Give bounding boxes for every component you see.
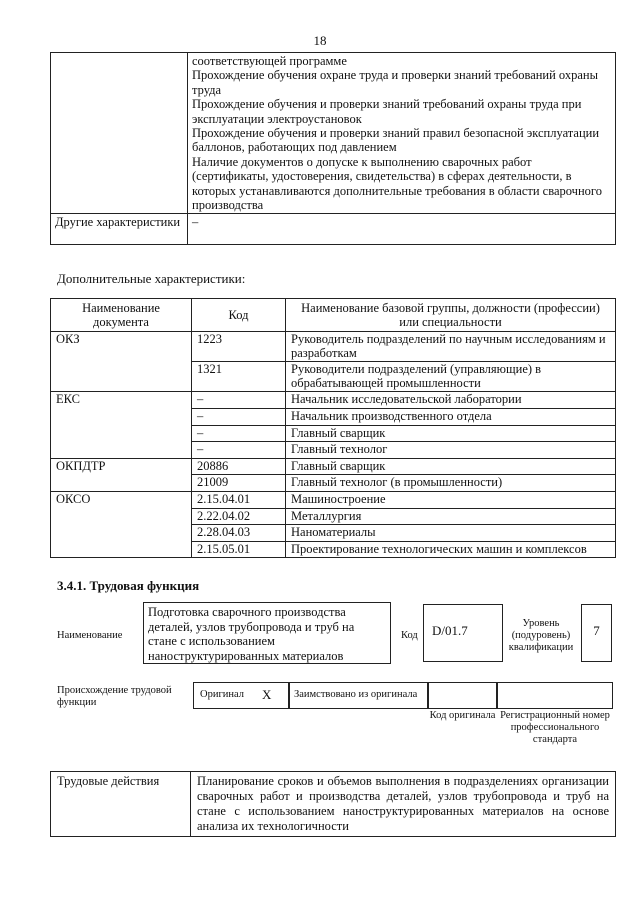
labor-actions-label: Трудовые действия xyxy=(51,772,191,837)
doc-okpdtr: ОКПДТР xyxy=(51,458,192,491)
level-box: 7 xyxy=(581,604,612,662)
function-code-box: D/01.7 xyxy=(423,604,503,662)
code-cell: – xyxy=(192,392,286,409)
code-cell: 21009 xyxy=(192,475,286,492)
code-cell: 2.15.04.01 xyxy=(192,491,286,508)
name-cell: Главный технолог (в промышленности) xyxy=(286,475,616,492)
name-cell: Машиностроение xyxy=(286,491,616,508)
doc-okso: ОКСО xyxy=(51,491,192,557)
name-cell: Проектирование технологических машин и комплексов xyxy=(286,541,616,558)
borrowed-label: Заимствовано из оригинала xyxy=(294,689,418,700)
name-cell: Руководитель подразделений по научным исследованиям и разработкам xyxy=(286,332,616,362)
page-number: 18 xyxy=(313,33,327,48)
name-cell: Главный технолог xyxy=(286,442,616,459)
level-label: Уровень (подуровень) квалификации xyxy=(508,618,574,653)
requirement-line: Прохождение обучения и проверки знаний требований охраны труда при эксплуатации электроустановок xyxy=(192,97,582,126)
section-heading: 3.4.1. Трудовая функция xyxy=(57,578,200,593)
code-cell: – xyxy=(192,442,286,459)
borrowed-box xyxy=(289,682,428,709)
requirement-line: Прохождение обучения охране труда и проверки знаний требований охраны труда xyxy=(192,68,599,97)
requirement-line: соответствующей программе xyxy=(192,54,347,68)
empty-cell xyxy=(51,53,188,214)
doc-okz: ОКЗ xyxy=(51,332,192,392)
qualification-requirements-table xyxy=(50,52,616,245)
labor-actions-text: Планирование сроков и объемов выполнения в подразделениях организации сварочных работ и производства деталей, узлов трубопровода и труб на стане с использованием наноструктурированных материалов на основе анализа их технологичности xyxy=(191,772,616,837)
code-cell: 1321 xyxy=(192,362,286,392)
header-document: Наименование документа xyxy=(51,299,192,332)
code-cell: 2.22.04.02 xyxy=(192,508,286,525)
code-cell: – xyxy=(192,425,286,442)
code-cell: 2.28.04.03 xyxy=(192,525,286,542)
name-cell: Начальник производственного отдела xyxy=(286,408,616,425)
function-name-box: Подготовка сварочного производства деталей, узлов трубопровода и труб на стане с использованием наноструктурированных материалов xyxy=(143,602,391,664)
code-cell: – xyxy=(192,408,286,425)
header-code: Код xyxy=(192,299,286,332)
other-characteristics-label: Другие характеристики xyxy=(51,214,188,245)
name-cell: Руководители подразделений (управляющие) в обрабатывающей промышленности xyxy=(286,362,616,392)
name-label: Наименование xyxy=(57,630,123,641)
origin-label: Происхождение трудовой функции xyxy=(57,685,172,708)
code-original-box xyxy=(428,682,497,709)
code-cell: 2.15.05.01 xyxy=(192,541,286,558)
additional-characteristics-label: Дополнительные характеристики: xyxy=(57,271,246,286)
reg-number-box xyxy=(497,682,613,709)
other-characteristics-value: – xyxy=(188,214,616,245)
labor-actions-table xyxy=(50,771,616,837)
original-label: Оригинал xyxy=(200,689,244,700)
requirements-cell xyxy=(188,53,616,214)
name-cell: Металлургия xyxy=(286,508,616,525)
additional-characteristics-table xyxy=(50,298,616,558)
code-original-label: Код оригинала xyxy=(429,710,496,721)
code-cell: 1223 xyxy=(192,332,286,362)
name-cell: Наноматериалы xyxy=(286,525,616,542)
original-mark: X xyxy=(262,687,272,702)
code-cell: 20886 xyxy=(192,458,286,475)
original-box xyxy=(193,682,289,709)
name-cell: Главный сварщик xyxy=(286,425,616,442)
doc-eks: ЕКС xyxy=(51,392,192,458)
requirement-line: Наличие документов о допуске к выполнению сварочных работ (сертификаты, удостоверения, свидетельства) в сферах деятельности, в которых устанавливаются дополнительные требования в области сварочного производства xyxy=(192,154,602,213)
name-cell: Начальник исследовательской лаборатории xyxy=(286,392,616,409)
code-label: Код xyxy=(401,630,418,641)
name-cell: Главный сварщик xyxy=(286,458,616,475)
requirement-line: Прохождение обучения и проверки знаний правил безопасной эксплуатации баллонов, работающих под давлением xyxy=(192,126,600,155)
reg-number-label: Регистрационный номер профессионального стандарта xyxy=(500,710,610,745)
header-name: Наименование базовой группы, должности (профессии) или специальности xyxy=(286,299,616,332)
